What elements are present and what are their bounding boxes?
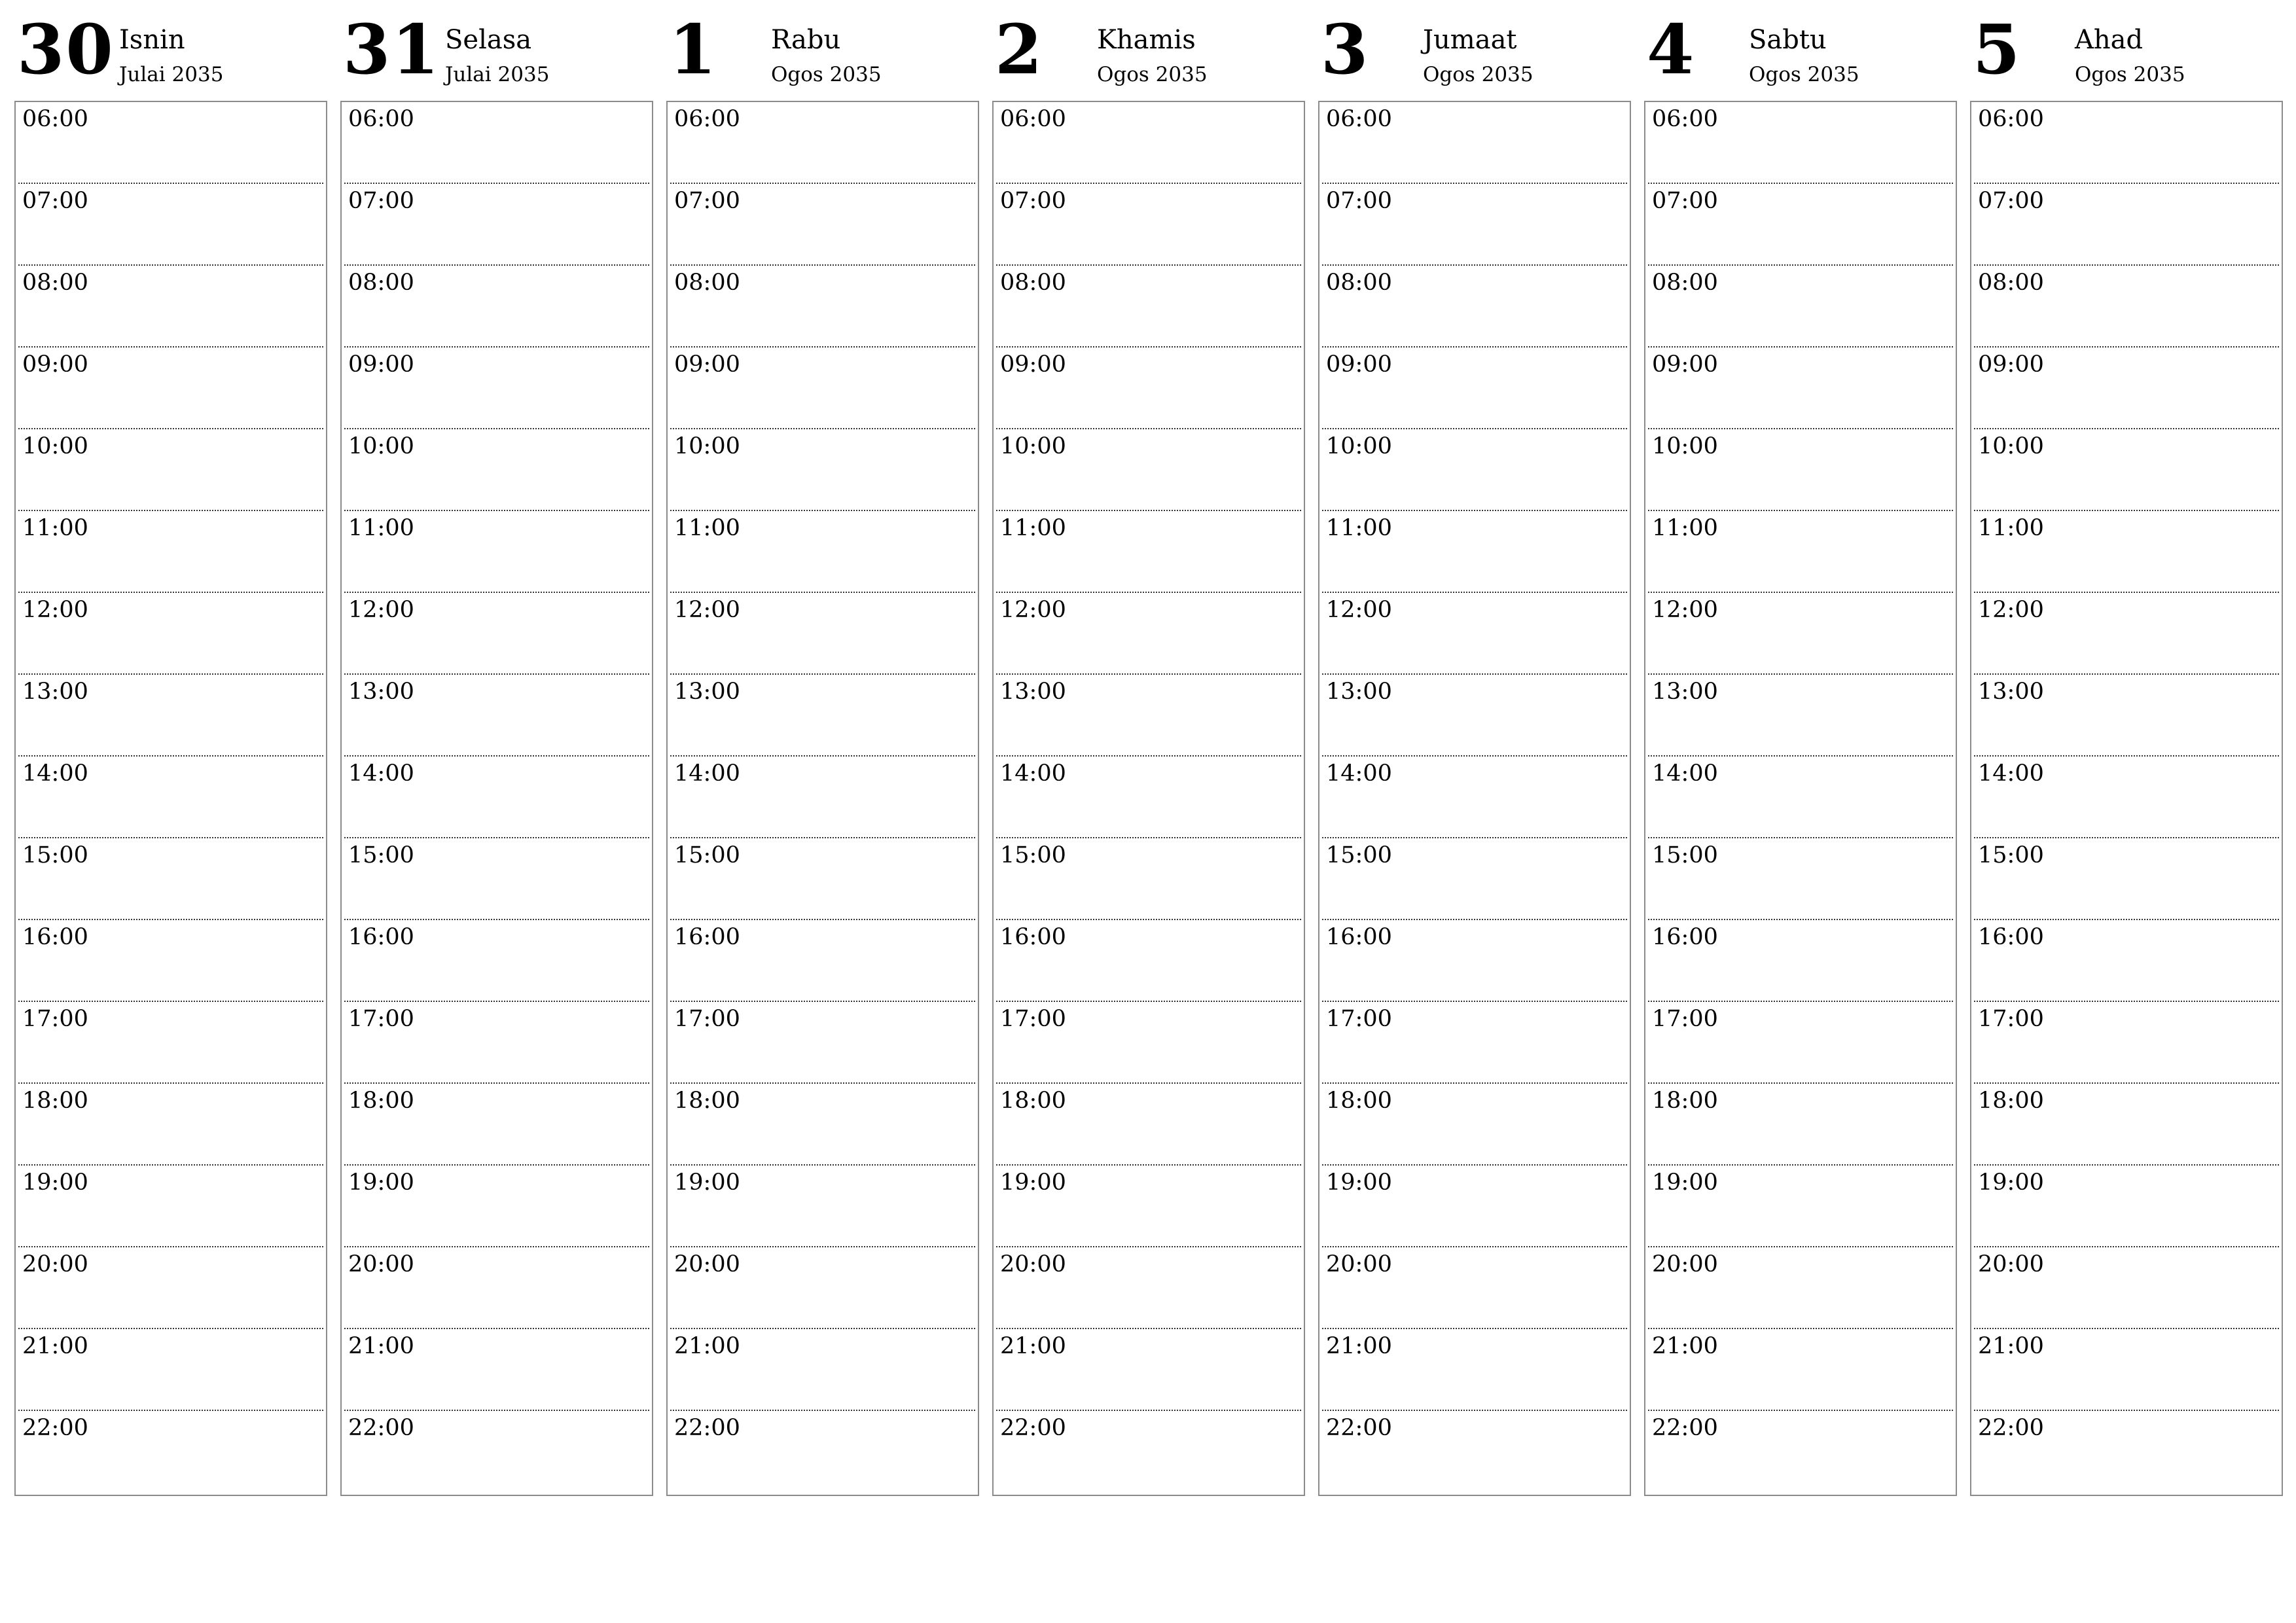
- time-slot: [1971, 511, 2282, 593]
- time-label: 18:00: [348, 1088, 414, 1114]
- time-slot: [16, 1411, 326, 1493]
- time-slot: [1645, 757, 1956, 838]
- time-slot: [994, 1329, 1304, 1411]
- time-slot: [16, 920, 326, 1002]
- time-slot: [994, 1084, 1304, 1166]
- time-slot: [342, 348, 652, 429]
- time-slot: [994, 838, 1304, 920]
- time-slot: [1971, 593, 2282, 675]
- time-slot: [1319, 266, 1630, 348]
- time-slot: [342, 675, 652, 757]
- day-number: 1: [669, 9, 718, 90]
- day-name: Khamis: [1097, 25, 1196, 55]
- day-header: [14, 0, 327, 98]
- time-label: 16:00: [22, 924, 88, 950]
- time-label: 09:00: [1000, 351, 1066, 378]
- time-label: 18:00: [674, 1088, 740, 1114]
- time-slot: [994, 593, 1304, 675]
- time-label: 15:00: [674, 842, 740, 868]
- time-slot: [668, 1166, 978, 1247]
- day-month: Julai 2035: [445, 63, 550, 86]
- time-slot: [342, 838, 652, 920]
- time-slot: [1645, 1329, 1956, 1411]
- time-label: 17:00: [348, 1006, 414, 1032]
- time-slot: [668, 102, 978, 184]
- time-slot: [1971, 102, 2282, 184]
- time-label: 22:00: [348, 1415, 414, 1441]
- time-label: 12:00: [1000, 597, 1066, 623]
- time-slot: [668, 1247, 978, 1329]
- time-slot: [1319, 348, 1630, 429]
- time-label: 19:00: [674, 1169, 740, 1196]
- time-label: 11:00: [22, 515, 88, 541]
- day-column: [1318, 0, 1631, 1499]
- day-header: [666, 0, 979, 98]
- time-slot: [668, 511, 978, 593]
- time-slot: [1645, 184, 1956, 266]
- day-schedule-box: [666, 101, 979, 1496]
- time-slot: [16, 1166, 326, 1247]
- time-label: 13:00: [1978, 679, 2044, 705]
- day-schedule-box: [340, 101, 653, 1496]
- day-number: 3: [1321, 9, 1370, 90]
- time-slot: [342, 1411, 652, 1493]
- time-label: 16:00: [674, 924, 740, 950]
- day-month: Ogos 2035: [1423, 63, 1534, 86]
- time-label: 17:00: [22, 1006, 88, 1032]
- day-month: Ogos 2035: [2075, 63, 2185, 86]
- time-label: 06:00: [1000, 106, 1066, 132]
- time-label: 17:00: [1326, 1006, 1392, 1032]
- time-label: 15:00: [1326, 842, 1392, 868]
- time-slot: [1319, 838, 1630, 920]
- day-number: 30: [17, 9, 115, 90]
- day-number: 2: [995, 9, 1044, 90]
- day-name: Ahad: [2075, 25, 2144, 55]
- day-column: [666, 0, 979, 1499]
- time-slot: [1319, 757, 1630, 838]
- time-slot: [1971, 920, 2282, 1002]
- time-label: 08:00: [674, 270, 740, 296]
- day-name: Rabu: [771, 25, 841, 55]
- time-label: 13:00: [674, 679, 740, 705]
- time-slot: [668, 184, 978, 266]
- time-label: 16:00: [1326, 924, 1392, 950]
- time-label: 21:00: [22, 1333, 88, 1359]
- time-slot: [994, 348, 1304, 429]
- time-label: 14:00: [1000, 760, 1066, 787]
- time-label: 14:00: [22, 760, 88, 787]
- day-column: [14, 0, 327, 1499]
- time-label: 22:00: [674, 1415, 740, 1441]
- day-schedule-box: [14, 101, 327, 1496]
- time-slot: [668, 920, 978, 1002]
- time-label: 14:00: [674, 760, 740, 787]
- time-slot: [1971, 1247, 2282, 1329]
- time-label: 15:00: [22, 842, 88, 868]
- time-slot: [1645, 102, 1956, 184]
- day-name: Sabtu: [1749, 25, 1827, 55]
- time-slot: [1645, 511, 1956, 593]
- time-slot: [16, 1084, 326, 1166]
- time-label: 13:00: [1652, 679, 1718, 705]
- time-label: 15:00: [1652, 842, 1718, 868]
- time-label: 21:00: [1000, 1333, 1066, 1359]
- time-label: 17:00: [1652, 1006, 1718, 1032]
- time-label: 13:00: [1326, 679, 1392, 705]
- time-slot: [1319, 184, 1630, 266]
- time-slot: [1971, 757, 2282, 838]
- time-label: 11:00: [1978, 515, 2044, 541]
- time-label: 13:00: [1000, 679, 1066, 705]
- time-label: 15:00: [348, 842, 414, 868]
- time-slot: [1319, 429, 1630, 511]
- time-label: 11:00: [1652, 515, 1718, 541]
- time-label: 08:00: [1000, 270, 1066, 296]
- day-header: [1644, 0, 1957, 98]
- time-label: 18:00: [1978, 1088, 2044, 1114]
- time-slot: [342, 1084, 652, 1166]
- time-slot: [16, 429, 326, 511]
- time-slot: [994, 1002, 1304, 1084]
- time-slot: [1645, 1411, 1956, 1493]
- time-slot: [994, 1247, 1304, 1329]
- time-slot: [1319, 1002, 1630, 1084]
- time-slot: [994, 102, 1304, 184]
- time-label: 16:00: [1000, 924, 1066, 950]
- time-label: 07:00: [1652, 188, 1718, 214]
- time-label: 11:00: [1000, 515, 1066, 541]
- time-label: 10:00: [348, 433, 414, 459]
- time-slot: [668, 757, 978, 838]
- time-slot: [1971, 1329, 2282, 1411]
- time-slot: [1971, 429, 2282, 511]
- time-label: 22:00: [22, 1415, 88, 1441]
- time-label: 18:00: [1652, 1088, 1718, 1114]
- day-schedule-box: [1644, 101, 1957, 1496]
- time-label: 20:00: [1326, 1251, 1392, 1277]
- time-label: 11:00: [348, 515, 414, 541]
- time-slot: [994, 1411, 1304, 1493]
- time-label: 12:00: [348, 597, 414, 623]
- time-label: 09:00: [1326, 351, 1392, 378]
- time-label: 06:00: [1652, 106, 1718, 132]
- time-slot: [994, 429, 1304, 511]
- day-month: Ogos 2035: [1749, 63, 1859, 86]
- time-slot: [668, 1329, 978, 1411]
- time-label: 10:00: [1000, 433, 1066, 459]
- time-label: 20:00: [1978, 1251, 2044, 1277]
- time-label: 07:00: [674, 188, 740, 214]
- time-slot: [1319, 1411, 1630, 1493]
- time-slot: [16, 1329, 326, 1411]
- time-label: 16:00: [348, 924, 414, 950]
- time-slot: [1319, 1329, 1630, 1411]
- time-slot: [1971, 675, 2282, 757]
- time-slot: [994, 675, 1304, 757]
- time-label: 09:00: [1978, 351, 2044, 378]
- time-slot: [342, 1166, 652, 1247]
- time-label: 19:00: [1978, 1169, 2044, 1196]
- time-label: 09:00: [22, 351, 88, 378]
- time-label: 13:00: [22, 679, 88, 705]
- time-label: 17:00: [1000, 1006, 1066, 1032]
- time-slot: [668, 1002, 978, 1084]
- time-slot: [1319, 593, 1630, 675]
- time-slot: [16, 838, 326, 920]
- time-label: 08:00: [22, 270, 88, 296]
- time-label: 19:00: [1000, 1169, 1066, 1196]
- time-slot: [1645, 675, 1956, 757]
- time-label: 08:00: [1326, 270, 1392, 296]
- day-column: [340, 0, 653, 1499]
- time-slot: [1645, 1166, 1956, 1247]
- time-slot: [1645, 593, 1956, 675]
- time-slot: [16, 675, 326, 757]
- time-label: 08:00: [1652, 270, 1718, 296]
- time-slot: [1645, 838, 1956, 920]
- time-label: 06:00: [348, 106, 414, 132]
- time-slot: [668, 675, 978, 757]
- time-slot: [668, 593, 978, 675]
- day-number: 4: [1647, 9, 1696, 90]
- time-label: 20:00: [674, 1251, 740, 1277]
- day-month: Ogos 2035: [771, 63, 882, 86]
- time-label: 14:00: [1652, 760, 1718, 787]
- day-name: Selasa: [445, 25, 532, 55]
- time-slot: [1319, 102, 1630, 184]
- time-slot: [342, 757, 652, 838]
- time-slot: [16, 266, 326, 348]
- time-slot: [668, 348, 978, 429]
- time-slot: [994, 184, 1304, 266]
- time-label: 21:00: [1652, 1333, 1718, 1359]
- time-slot: [16, 593, 326, 675]
- time-label: 15:00: [1000, 842, 1066, 868]
- time-slot: [342, 1002, 652, 1084]
- time-label: 17:00: [674, 1006, 740, 1032]
- time-slot: [1971, 348, 2282, 429]
- day-month: Julai 2035: [119, 63, 224, 86]
- time-label: 07:00: [1978, 188, 2044, 214]
- day-schedule-box: [1318, 101, 1631, 1496]
- time-label: 12:00: [22, 597, 88, 623]
- time-label: 08:00: [348, 270, 414, 296]
- time-slot: [1319, 1166, 1630, 1247]
- time-slot: [1971, 1002, 2282, 1084]
- time-label: 12:00: [1978, 597, 2044, 623]
- day-schedule-box: [992, 101, 1305, 1496]
- day-name: Isnin: [119, 25, 185, 55]
- day-column: [1644, 0, 1957, 1499]
- time-label: 19:00: [22, 1169, 88, 1196]
- time-slot: [16, 184, 326, 266]
- time-label: 06:00: [1978, 106, 2044, 132]
- time-slot: [1971, 184, 2282, 266]
- time-slot: [1645, 1084, 1956, 1166]
- time-label: 09:00: [1652, 351, 1718, 378]
- time-label: 10:00: [674, 433, 740, 459]
- time-label: 19:00: [1326, 1169, 1392, 1196]
- time-label: 21:00: [674, 1333, 740, 1359]
- time-slot: [1971, 1411, 2282, 1493]
- time-slot: [342, 1329, 652, 1411]
- time-label: 21:00: [1326, 1333, 1392, 1359]
- time-slot: [1645, 1247, 1956, 1329]
- time-slot: [994, 920, 1304, 1002]
- day-schedule-box: [1970, 101, 2283, 1496]
- time-slot: [342, 184, 652, 266]
- time-slot: [1971, 1166, 2282, 1247]
- time-slot: [994, 266, 1304, 348]
- time-slot: [16, 1002, 326, 1084]
- time-label: 14:00: [348, 760, 414, 787]
- day-month: Ogos 2035: [1097, 63, 1208, 86]
- time-label: 20:00: [22, 1251, 88, 1277]
- time-label: 22:00: [1652, 1415, 1718, 1441]
- time-label: 22:00: [1326, 1415, 1392, 1441]
- time-slot: [342, 266, 652, 348]
- day-number: 5: [1973, 9, 2022, 90]
- time-label: 17:00: [1978, 1006, 2044, 1032]
- time-slot: [1645, 348, 1956, 429]
- time-label: 10:00: [1652, 433, 1718, 459]
- time-slot: [16, 511, 326, 593]
- time-slot: [994, 757, 1304, 838]
- time-label: 21:00: [348, 1333, 414, 1359]
- time-label: 06:00: [1326, 106, 1392, 132]
- time-label: 15:00: [1978, 842, 2044, 868]
- time-label: 11:00: [674, 515, 740, 541]
- time-label: 12:00: [674, 597, 740, 623]
- time-slot: [1645, 1002, 1956, 1084]
- time-slot: [1319, 1084, 1630, 1166]
- time-slot: [1645, 266, 1956, 348]
- time-label: 14:00: [1978, 760, 2044, 787]
- day-header: [340, 0, 653, 98]
- time-slot: [668, 429, 978, 511]
- time-label: 16:00: [1652, 924, 1718, 950]
- time-label: 21:00: [1978, 1333, 2044, 1359]
- time-label: 19:00: [348, 1169, 414, 1196]
- day-header: [1970, 0, 2283, 98]
- time-slot: [1645, 429, 1956, 511]
- time-label: 20:00: [1652, 1251, 1718, 1277]
- time-slot: [668, 266, 978, 348]
- day-header: [992, 0, 1305, 98]
- time-slot: [16, 757, 326, 838]
- time-slot: [1971, 266, 2282, 348]
- time-label: 12:00: [1652, 597, 1718, 623]
- time-slot: [1319, 1247, 1630, 1329]
- time-slot: [668, 1084, 978, 1166]
- time-slot: [994, 511, 1304, 593]
- time-label: 09:00: [674, 351, 740, 378]
- time-label: 09:00: [348, 351, 414, 378]
- time-label: 10:00: [1978, 433, 2044, 459]
- time-slot: [1319, 920, 1630, 1002]
- time-label: 07:00: [22, 188, 88, 214]
- time-slot: [1971, 838, 2282, 920]
- time-slot: [1645, 920, 1956, 1002]
- day-number: 31: [343, 9, 440, 90]
- time-label: 08:00: [1978, 270, 2044, 296]
- time-label: 07:00: [348, 188, 414, 214]
- time-label: 12:00: [1326, 597, 1392, 623]
- time-slot: [16, 348, 326, 429]
- time-slot: [994, 1166, 1304, 1247]
- time-label: 20:00: [1000, 1251, 1066, 1277]
- time-label: 22:00: [1000, 1415, 1066, 1441]
- day-column: [992, 0, 1305, 1499]
- time-slot: [16, 102, 326, 184]
- time-slot: [16, 1247, 326, 1329]
- time-slot: [342, 102, 652, 184]
- time-label: 18:00: [1000, 1088, 1066, 1114]
- time-label: 18:00: [1326, 1088, 1392, 1114]
- time-label: 18:00: [22, 1088, 88, 1114]
- time-label: 06:00: [674, 106, 740, 132]
- time-slot: [1319, 511, 1630, 593]
- time-label: 13:00: [348, 679, 414, 705]
- time-label: 10:00: [22, 433, 88, 459]
- day-name: Jumaat: [1423, 25, 1517, 55]
- day-header: [1318, 0, 1631, 98]
- time-label: 07:00: [1326, 188, 1392, 214]
- time-slot: [342, 1247, 652, 1329]
- time-slot: [342, 593, 652, 675]
- time-slot: [1971, 1084, 2282, 1166]
- time-label: 20:00: [348, 1251, 414, 1277]
- time-label: 19:00: [1652, 1169, 1718, 1196]
- time-slot: [668, 1411, 978, 1493]
- time-label: 11:00: [1326, 515, 1392, 541]
- time-label: 14:00: [1326, 760, 1392, 787]
- time-label: 06:00: [22, 106, 88, 132]
- time-label: 10:00: [1326, 433, 1392, 459]
- time-label: 07:00: [1000, 188, 1066, 214]
- time-slot: [342, 429, 652, 511]
- time-label: 22:00: [1978, 1415, 2044, 1441]
- time-slot: [342, 920, 652, 1002]
- time-slot: [1319, 675, 1630, 757]
- day-column: [1970, 0, 2283, 1499]
- time-slot: [342, 511, 652, 593]
- time-label: 16:00: [1978, 924, 2044, 950]
- time-slot: [668, 838, 978, 920]
